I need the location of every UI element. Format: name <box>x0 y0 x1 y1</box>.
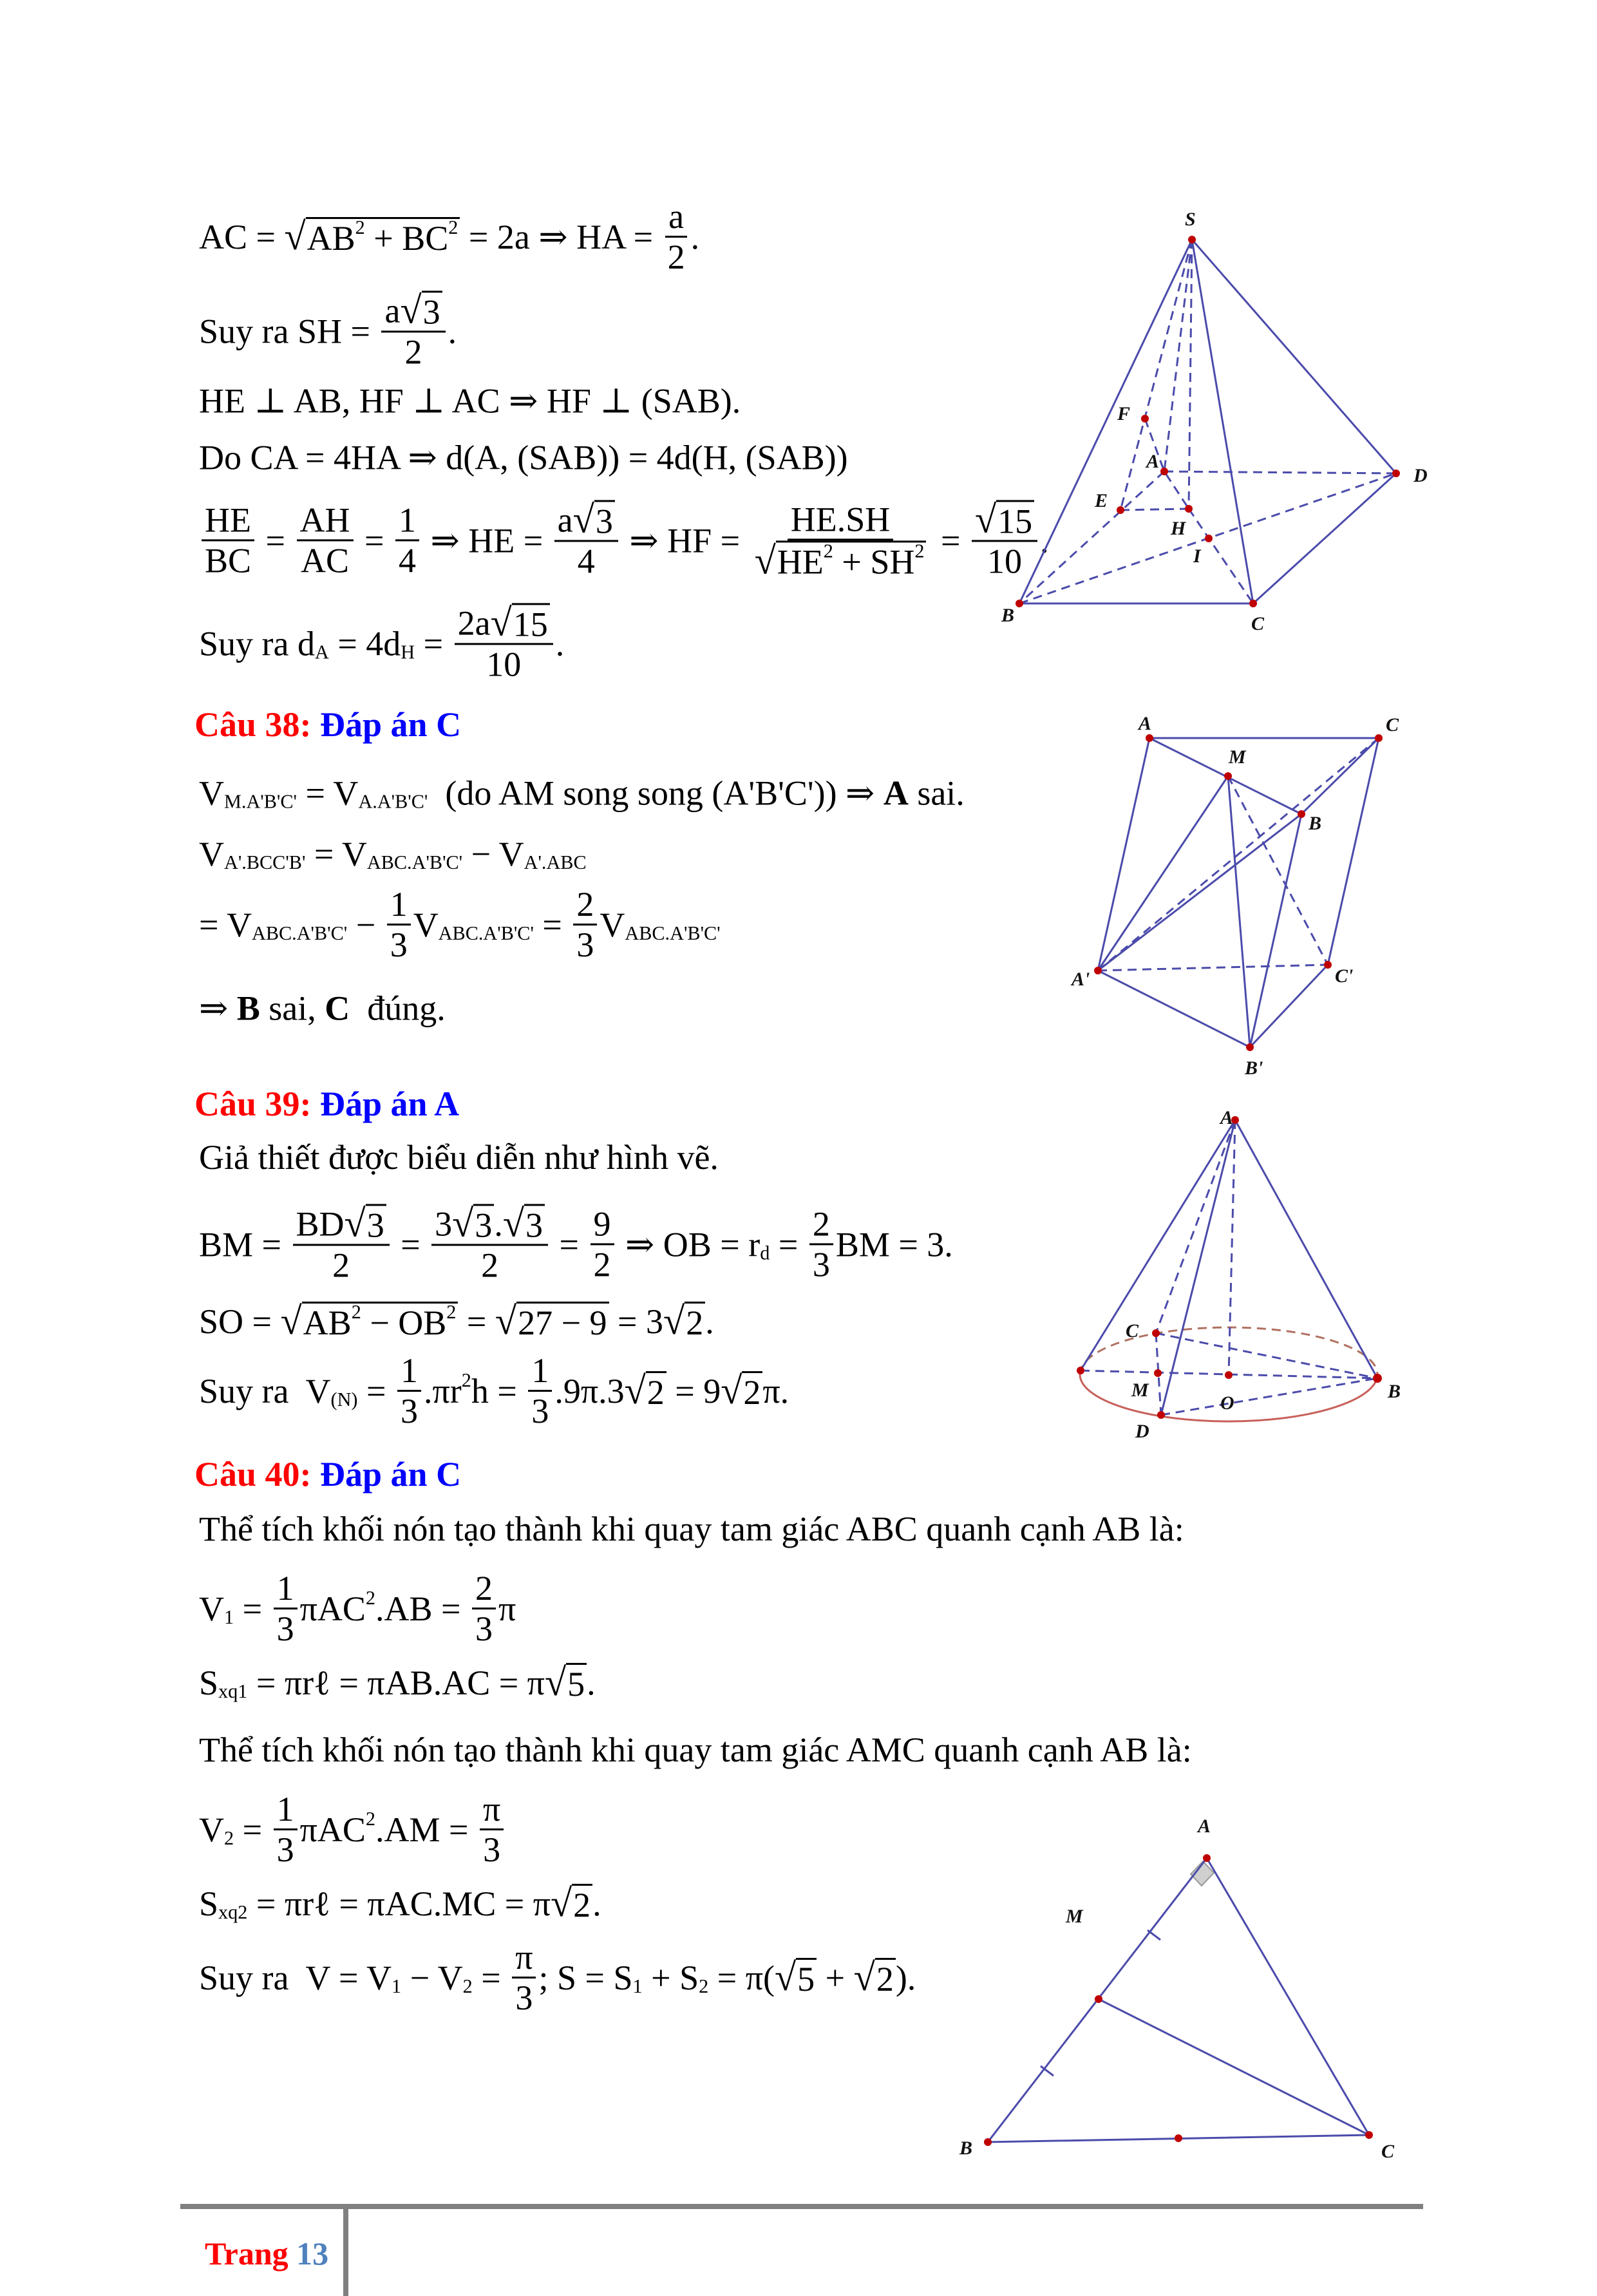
math-text: V <box>413 906 439 944</box>
radical-sign-icon: √ <box>974 498 997 542</box>
radical-sign-icon: √ <box>754 539 776 583</box>
math-text: đúng. <box>350 989 446 1027</box>
radical-sign-icon: √ <box>490 601 512 645</box>
math-text: = V <box>305 835 367 873</box>
math-text: = <box>392 1225 430 1264</box>
superscript: 2 <box>355 216 365 238</box>
radical-sign-icon: √ <box>544 1661 567 1705</box>
math-text: BD <box>296 1204 345 1244</box>
radical-sign-icon: √ <box>502 1202 525 1246</box>
triangle-label-a: A <box>1198 1816 1211 1837</box>
question-label: Câu 39: <box>194 1085 312 1123</box>
math-text: 3 <box>475 1206 493 1245</box>
math-text: π <box>515 1938 533 1977</box>
radical-sign-icon: √ <box>344 1202 366 1246</box>
math-text: 3 <box>400 1392 418 1431</box>
radical-sign-icon: √ <box>452 1202 474 1246</box>
math-text: a <box>557 500 573 540</box>
subscript: ABC.A'B'C' <box>438 922 534 945</box>
figure-labels <box>959 209 1428 2162</box>
math-text: + BC <box>364 219 449 258</box>
math-text: . <box>448 312 457 350</box>
math-text: 4 <box>577 542 595 581</box>
subscript: A <box>314 641 329 663</box>
math-text: 2 <box>743 1373 761 1412</box>
math-text: .AB = <box>375 1589 469 1628</box>
subscript: A'.BCC'B' <box>224 851 306 874</box>
math-text: Do CA = 4HA ⇒ d(A, (SAB)) = 4d(H, (SAB)) <box>199 438 848 477</box>
cone-label-a: A <box>1220 1107 1234 1128</box>
math-text: πAC <box>299 1589 366 1628</box>
page-number: 13 <box>296 2235 329 2272</box>
answer-label: Đáp án C <box>320 705 462 744</box>
superscript: 2 <box>446 1301 457 1323</box>
subscript: (N) <box>330 1389 358 1411</box>
superscript: 2 <box>365 1807 375 1830</box>
pyramid-label-e: E <box>1095 490 1108 511</box>
triangle-label-c: C <box>1381 2141 1395 2162</box>
subscript: H <box>401 641 415 663</box>
math-text: . <box>555 624 565 663</box>
math-text: 3 <box>422 292 440 332</box>
radical-sign-icon: √ <box>853 1956 875 2000</box>
math-text: sai, <box>260 989 325 1027</box>
math-text: S <box>199 1664 219 1702</box>
math-text: Thể tích khối nón tạo thành khi quay tam giác ABC quanh cạnh AB là: <box>199 1510 1184 1548</box>
subscript: 1 <box>632 1975 643 1998</box>
math-text: 2 <box>332 1246 350 1285</box>
math-text: = <box>533 906 571 944</box>
bold-option-letter: C <box>325 989 350 1027</box>
math-text: Suy ra d <box>199 624 315 663</box>
triangle-edges <box>988 1858 1369 2142</box>
pyramid-label-s: S <box>1185 209 1196 230</box>
math-text: π. <box>762 1372 789 1410</box>
equal-tick-marks <box>1041 1930 1160 2076</box>
math-text: 1 <box>390 885 408 924</box>
pyramid-label-c: C <box>1251 613 1265 634</box>
math-text: 2 <box>573 1886 591 1925</box>
math-text: (do AM song song (A'B'C')) ⇒ <box>428 773 884 813</box>
math-text: = πrℓ = πAC.MC = π <box>247 1884 551 1923</box>
math-text: − <box>347 906 384 944</box>
superscript: 2 <box>351 1301 361 1323</box>
math-text: h = <box>471 1372 526 1410</box>
math-text: 2 <box>667 238 685 277</box>
prism-label-b: B <box>1309 813 1322 834</box>
prism-label-b1: B' <box>1245 1058 1263 1079</box>
math-text: 3 <box>576 925 594 965</box>
math-text: Suy ra SH = <box>199 312 379 350</box>
math-text: AC <box>301 541 350 580</box>
subscript: A.A'B'C' <box>358 790 428 813</box>
math-text: Thể tích khối nón tạo thành khi quay tam giác AMC quanh cạnh AB là: <box>199 1731 1192 1769</box>
subscript: 2 <box>224 1827 234 1850</box>
subscript: ABC.A'B'C' <box>625 922 721 945</box>
math-text: = <box>472 1959 510 1997</box>
subscript: 2 <box>462 1975 473 1998</box>
math-text: = 2a ⇒ HA = <box>460 218 662 257</box>
cone-label-o: O <box>1220 1392 1234 1414</box>
math-text: 2 <box>481 1246 499 1285</box>
math-text: 1 <box>400 1351 418 1390</box>
prism-label-c: C <box>1386 714 1399 735</box>
pyramid-solid-edges <box>1019 240 1396 603</box>
math-text: 3 <box>515 1978 533 2018</box>
math-text: .πr <box>423 1372 462 1410</box>
math-text: = <box>932 521 969 560</box>
prism-figure <box>1098 738 1379 1047</box>
math-text: ). <box>895 1959 916 1997</box>
math-text: V <box>600 906 625 944</box>
math-text: . <box>1040 521 1049 560</box>
math-text: ⇒ HE = <box>421 521 552 560</box>
math-text: 3 <box>525 1206 543 1245</box>
superscript: 2 <box>461 1369 471 1391</box>
math-text: = 9 <box>666 1372 721 1410</box>
math-text: 2 <box>576 885 594 924</box>
math-text: = 3 <box>609 1302 663 1341</box>
math-text: BM = 3. <box>835 1225 953 1264</box>
math-text: 2 <box>812 1204 830 1244</box>
math-text: − V <box>462 835 524 873</box>
math-text: 2 <box>876 1960 894 1999</box>
pyramid-label-h: H <box>1171 518 1186 539</box>
radical-sign-icon: √ <box>550 1882 572 1926</box>
math-text: 15 <box>513 605 548 644</box>
subscript: ABC.A'B'C' <box>251 922 348 945</box>
math-text: 5 <box>797 1960 815 1999</box>
math-text: 10 <box>987 542 1023 581</box>
radical-sign-icon: √ <box>280 1300 302 1343</box>
math-text: 3 <box>483 1830 501 1870</box>
subscript: M.A'B'C' <box>224 790 297 813</box>
math-text: SO = <box>199 1302 281 1341</box>
math-text: AC = <box>199 218 285 256</box>
triangle-label-m: M <box>1066 1906 1083 1927</box>
math-text: Suy ra V <box>199 1372 331 1410</box>
answer-label: Đáp án C <box>320 1455 462 1494</box>
math-text: π <box>498 1589 516 1628</box>
math-text: 9 <box>593 1204 611 1244</box>
math-text: 2a <box>457 603 491 643</box>
subscript: xq2 <box>218 1901 248 1924</box>
page-label: Trang <box>205 2235 288 2272</box>
subscript: d <box>760 1242 770 1264</box>
math-text: . <box>705 1302 714 1341</box>
math-text: = V <box>199 906 252 944</box>
math-text: 27 − 9 <box>518 1304 607 1343</box>
math-text: . <box>587 1664 596 1702</box>
math-text: 3 <box>435 1204 453 1244</box>
math-text: V <box>199 1810 224 1849</box>
triangle-figure <box>988 1858 1369 2142</box>
math-text: ; S = S <box>538 1959 633 1997</box>
math-text: = V <box>296 773 359 812</box>
math-text: . <box>690 218 700 256</box>
cone-hidden-edges <box>1081 1120 1377 1415</box>
math-text: πAC <box>299 1810 366 1849</box>
prism-label-a: A <box>1139 713 1152 734</box>
subscript: 1 <box>224 1606 234 1629</box>
prism-hidden-edges <box>1098 738 1379 971</box>
pyramid-label-f: F <box>1117 403 1131 424</box>
math-text: V <box>199 1589 224 1628</box>
question-label: Câu 40: <box>194 1455 312 1494</box>
math-text: = <box>551 1225 588 1264</box>
math-text: 10 <box>486 645 522 684</box>
math-text: BC <box>205 541 252 580</box>
math-text: V <box>199 835 224 873</box>
math-text: sai. <box>908 773 965 812</box>
subscript: A'.ABC <box>524 851 587 874</box>
math-text: 1 <box>276 1790 294 1829</box>
footer-divider <box>343 2204 348 2296</box>
math-text: 15 <box>997 502 1033 541</box>
math-text: = <box>770 1225 807 1264</box>
radical-sign-icon: √ <box>572 498 594 542</box>
math-text: 1 <box>531 1351 549 1390</box>
radical-sign-icon: √ <box>284 215 306 259</box>
math-text: = <box>234 1589 271 1628</box>
math-text: = π( <box>708 1959 775 1997</box>
math-text: 5 <box>567 1665 585 1704</box>
math-text: = <box>415 624 452 663</box>
math-text: + S <box>642 1959 699 1997</box>
math-text: = <box>357 1372 395 1410</box>
math-text: HE <box>205 500 252 540</box>
bold-option-letter: B <box>236 989 260 1027</box>
math-text: HE.SH <box>790 500 891 539</box>
math-text: 3 <box>812 1245 830 1284</box>
pyramid-label-d: D <box>1413 465 1428 486</box>
answer-label: Đáp án A <box>320 1085 460 1123</box>
pyramid-hidden-edges <box>1019 240 1396 603</box>
math-text: 2 <box>475 1569 493 1608</box>
superscript: 2 <box>448 216 458 238</box>
pyramid-label-b: B <box>1001 605 1015 626</box>
radical-sign-icon: √ <box>774 1956 797 2000</box>
math-text: = <box>234 1810 271 1849</box>
cone-label-b: B <box>1388 1381 1401 1402</box>
math-text: ⇒ HF = <box>620 521 749 560</box>
math-text: 1 <box>398 500 416 540</box>
math-text: − OB <box>361 1304 447 1343</box>
math-text: + <box>817 1959 854 1997</box>
radical-sign-icon: √ <box>624 1369 646 1413</box>
page-footer <box>205 2235 328 2272</box>
math-text: 3 <box>390 925 408 965</box>
math-text: 3 <box>531 1392 549 1431</box>
question-label: Câu 38: <box>194 705 312 744</box>
radical-sign-icon: √ <box>721 1369 742 1413</box>
math-text: AB <box>303 1304 352 1343</box>
math-text: π <box>482 1790 501 1829</box>
math-text: Giả thiết được biểu diễn như hình vẽ. <box>199 1138 719 1177</box>
radical-sign-icon: √ <box>663 1300 685 1343</box>
math-text: 2 <box>404 332 422 372</box>
superscript: 2 <box>914 540 925 562</box>
math-text: AH <box>299 500 350 540</box>
math-text: 4 <box>398 541 416 580</box>
prism-label-c1: C' <box>1335 965 1354 987</box>
math-text: 2 <box>647 1373 665 1412</box>
radical-sign-icon: √ <box>495 1300 517 1343</box>
math-text: S <box>199 1884 219 1923</box>
superscript: 2 <box>823 540 833 562</box>
math-text: = <box>458 1302 495 1341</box>
math-text: a <box>384 291 401 330</box>
math-text: BM = <box>199 1225 290 1264</box>
radical-sign-icon: √ <box>400 289 422 332</box>
math-text: .AM = <box>375 1810 477 1849</box>
prism-label-a1: A' <box>1072 969 1090 990</box>
math-text: .9π.3 <box>554 1372 625 1410</box>
triangle-label-b: B <box>959 2138 973 2159</box>
math-text: 3 <box>475 1609 493 1649</box>
math-text: = πrℓ = πAB.AC = π <box>247 1664 545 1702</box>
math-text: . <box>494 1204 503 1244</box>
math-text: = <box>257 521 294 560</box>
subscript: 1 <box>392 1975 402 1998</box>
pyramid-label-a: A <box>1146 451 1160 472</box>
bold-option-letter: A <box>883 773 909 812</box>
math-text: 3 <box>366 1206 384 1245</box>
superscript: 2 <box>365 1586 375 1609</box>
subscript: 2 <box>699 1975 709 1998</box>
math-text: 2 <box>686 1304 704 1343</box>
math-text: 3 <box>595 502 613 541</box>
prism-solid-edges <box>1098 738 1379 1047</box>
pyramid-figure <box>1019 240 1396 603</box>
math-text: a <box>668 197 685 236</box>
pyramid-label-i: I <box>1193 546 1201 567</box>
footer-rule <box>180 2204 1423 2209</box>
math-text: Suy ra V = V <box>199 1959 392 1997</box>
math-text: 3 <box>276 1830 294 1870</box>
math-text: 3 <box>276 1609 294 1649</box>
math-text: ⇒ OB = r <box>616 1225 761 1264</box>
prism-label-m: M <box>1229 746 1246 768</box>
math-text: 1 <box>276 1569 294 1608</box>
math-text: = 4d <box>328 624 401 663</box>
math-text: + SH <box>833 542 915 582</box>
math-text: HE ⊥ AB, HF ⊥ AC ⇒ HF ⊥ (SAB). <box>199 381 741 421</box>
cone-label-d: D <box>1135 1421 1149 1442</box>
cone-label-c: C <box>1126 1320 1139 1342</box>
math-text: . <box>592 1884 601 1923</box>
math-text: − V <box>401 1959 463 1997</box>
math-text: 2 <box>593 1245 611 1284</box>
math-text: = <box>355 521 393 560</box>
math-text: AB <box>307 219 355 258</box>
math-text: V <box>199 773 224 812</box>
subscript: ABC.A'B'C' <box>366 851 463 874</box>
math-text: HE <box>777 542 824 582</box>
subscript: xq1 <box>218 1680 248 1703</box>
cone-label-m: M <box>1131 1380 1149 1401</box>
math-text: ⇒ <box>199 989 237 1028</box>
